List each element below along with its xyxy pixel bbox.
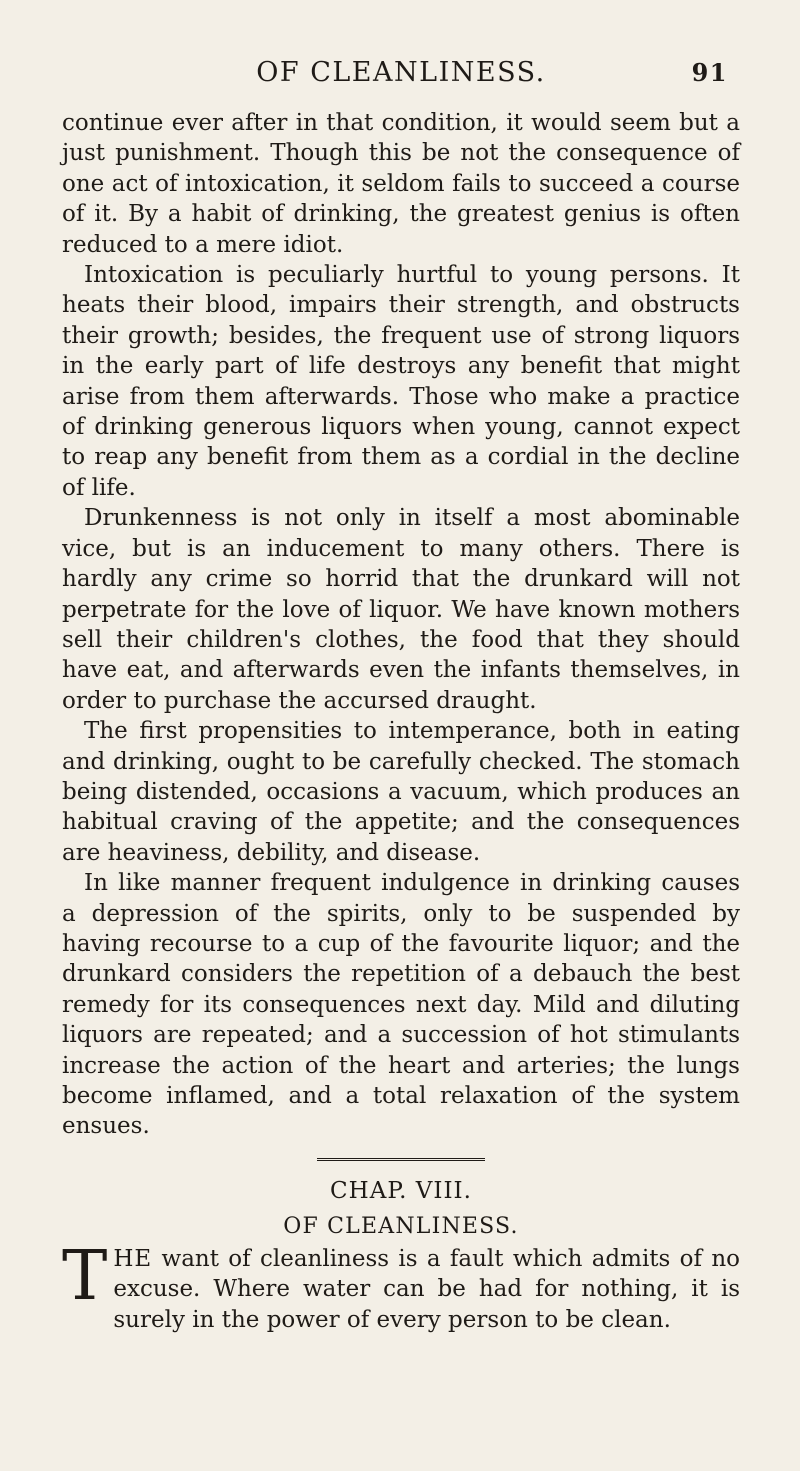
paragraph: In like manner frequent indulgence in drinking causes a depression of the spirits, only to be suspended by having recourse to a cup of the favourite liquor; and the drunkard considers the repetition of a debauch the best remedy for its consequences next day. Mild and diluting liquors are repeated; and a succession of hot stimulants increase the action of the heart and arteries; the lungs become inflamed, and a total relaxation of the system ensues. [62,870,740,1140]
running-head-title: OF CLEANLINESS. [256,57,546,88]
running-head [62,56,740,90]
chapter-opening-paragraph [62,1236,740,1335]
chapter-opening-text: want of cleanliness is a fault which admits of no excuse. Where water can be had for nothing, it is surely in the power of every person to be clean. [113,1245,740,1333]
paragraph: Intoxication is peculiarly hurtful to young persons. It heats their blood, impairs their strength, and obstructs their growth; besides, the frequent use of strong liquors in the early part of life destroys any benefit that might arise from them afterwards. Those who make a practice of drinking generous liquors when young, cannot expect to reap any benefit from them as a cordial in the decline of life. [62,262,740,501]
chapter-title: OF CLEANLINESS. [283,1213,519,1239]
paragraph: The first propensities to intemperance, both in eating and drinking, ought to be carefully checked. The stomach being distended, occasions a vacuum, which produces an habitual craving of the appetite; and the consequences are heaviness, debility, and disease. [62,718,740,866]
body-text [62,108,740,1142]
chapter-opening [62,1236,740,1335]
page-number: 91 [691,58,728,87]
chapter-number: CHAP. VIII. [330,1177,472,1204]
drop-cap-rest: HE [113,1245,153,1272]
drop-cap: T [62,1236,108,1316]
paragraph: Drunkenness is not only in itself a most abominable vice, but is an inducement to many others. There is hardly any crime so horrid that the drunkard will not perpetrate for the love of liquor. We have known mothers sell their children's clothes, the food that they should have eat, and afterwards even the infants themselves, in order to purchase the accursed draught. [62,505,740,714]
section-divider [317,1158,485,1164]
paragraph: continue ever after in that condition, it would seem but a just punishment. Though this be not the consequence of one act of intoxication, it seldom fails to succeed a course of it. By a habit of drinking, the greatest genius is often reduced to a mere idiot. [62,110,740,258]
